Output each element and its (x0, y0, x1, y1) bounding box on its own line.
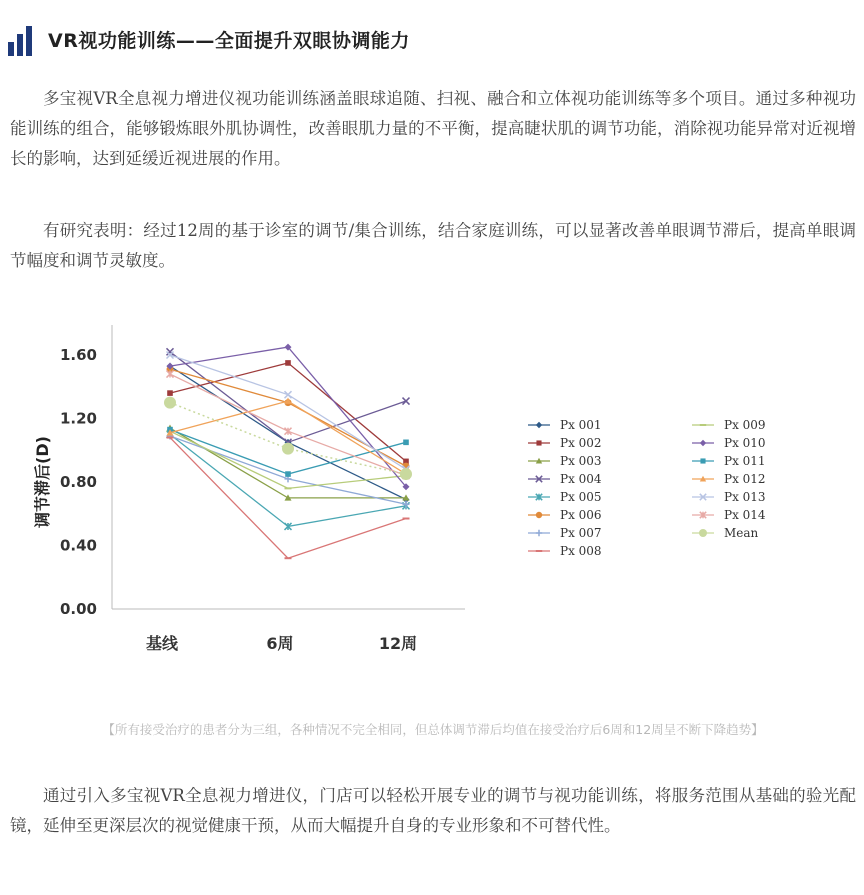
y-tick-label: 0.00 (59, 600, 97, 618)
legend-marker (536, 550, 542, 552)
data-point (285, 557, 292, 559)
research-paragraph: 有研究表明：经过12周的基于诊室的调节/集合训练，结合家庭训练，可以显著改善单眼调节滞后，提高单眼调节幅度和调节灵敏度。 (10, 221, 856, 270)
section-title: VR视功能训练——全面提升双眼协调能力 (48, 30, 410, 52)
legend-label: Px 010 (724, 436, 766, 450)
bar-chart-icon (8, 24, 38, 56)
legend-label: Px 004 (560, 472, 602, 486)
data-point (285, 471, 291, 477)
legend-marker (536, 422, 542, 428)
legend-label: Px 002 (560, 436, 602, 450)
legend-label: Px 013 (724, 490, 766, 504)
y-tick-label: 0.80 (59, 473, 97, 491)
y-tick-label: 1.20 (59, 409, 97, 428)
legend-label: Px 005 (560, 490, 602, 504)
y-axis-label: 调节滞后(D) (33, 436, 52, 528)
data-point (167, 371, 174, 378)
legend-label: Px 014 (724, 508, 766, 522)
chart-caption: 【所有接受治疗的患者分为三组，各种情况不完全相同，但总体调节滞后均值在接受治疗后6周和12周呈不断下降趋势】 (102, 722, 764, 737)
data-point (285, 391, 292, 398)
x-tick-label: 基线 (145, 634, 179, 653)
data-point (164, 397, 176, 409)
data-point (167, 437, 174, 439)
legend-marker (700, 424, 706, 426)
legend-label: Px 003 (560, 454, 602, 468)
accommodation-lag-chart (0, 300, 864, 700)
legend-label: Px 006 (560, 508, 602, 522)
intro-paragraph: 多宝视VR全息视力增进仪视功能训练涵盖眼球追随、扫视、融合和立体视功能训练等多个项目。通过多种视功能训练的组合，能够锻炼眼外肌协调性，改善眼肌力量的不平衡，提高睫状肌的调节功能，消除视功能异常对近视增长的影响，达到延缓近视进展的作用。 (10, 89, 856, 168)
legend-label: Px 009 (724, 418, 766, 432)
legend-marker (536, 440, 541, 445)
legend-label: Px 008 (560, 544, 602, 558)
data-point (403, 518, 410, 520)
legend-label: Px 007 (560, 526, 602, 540)
x-tick-label: 12周 (378, 634, 418, 653)
legend-marker (536, 512, 542, 518)
data-point (400, 468, 412, 480)
y-tick-label: 1.60 (59, 346, 97, 364)
legend-marker (700, 440, 706, 446)
legend-label: Mean (724, 526, 759, 540)
data-point (285, 487, 292, 489)
data-point (282, 443, 294, 455)
closing-paragraph: 通过引入多宝视VR全息视力增进仪，门店可以轻松开展专业的调节与视功能训练，将服务范围从基础的验光配镜，延伸至更深层次的视觉健康干预，从而大幅提升自身的专业形象和不可替代性。 (10, 786, 856, 835)
x-tick-label: 6周 (266, 634, 294, 653)
legend-marker (700, 458, 705, 463)
legend-label: Px 011 (724, 454, 766, 468)
data-point (167, 390, 173, 396)
series-line-px-012 (170, 401, 406, 474)
section-header (8, 20, 858, 60)
legend-label: Px 001 (560, 418, 602, 432)
data-point (403, 398, 410, 405)
legend-label: Px 012 (724, 472, 766, 486)
data-point (285, 428, 292, 435)
legend-marker (699, 529, 707, 537)
legend-marker (536, 530, 542, 536)
data-point (403, 440, 409, 446)
y-tick-label: 0.40 (59, 536, 97, 555)
data-point (285, 360, 291, 366)
